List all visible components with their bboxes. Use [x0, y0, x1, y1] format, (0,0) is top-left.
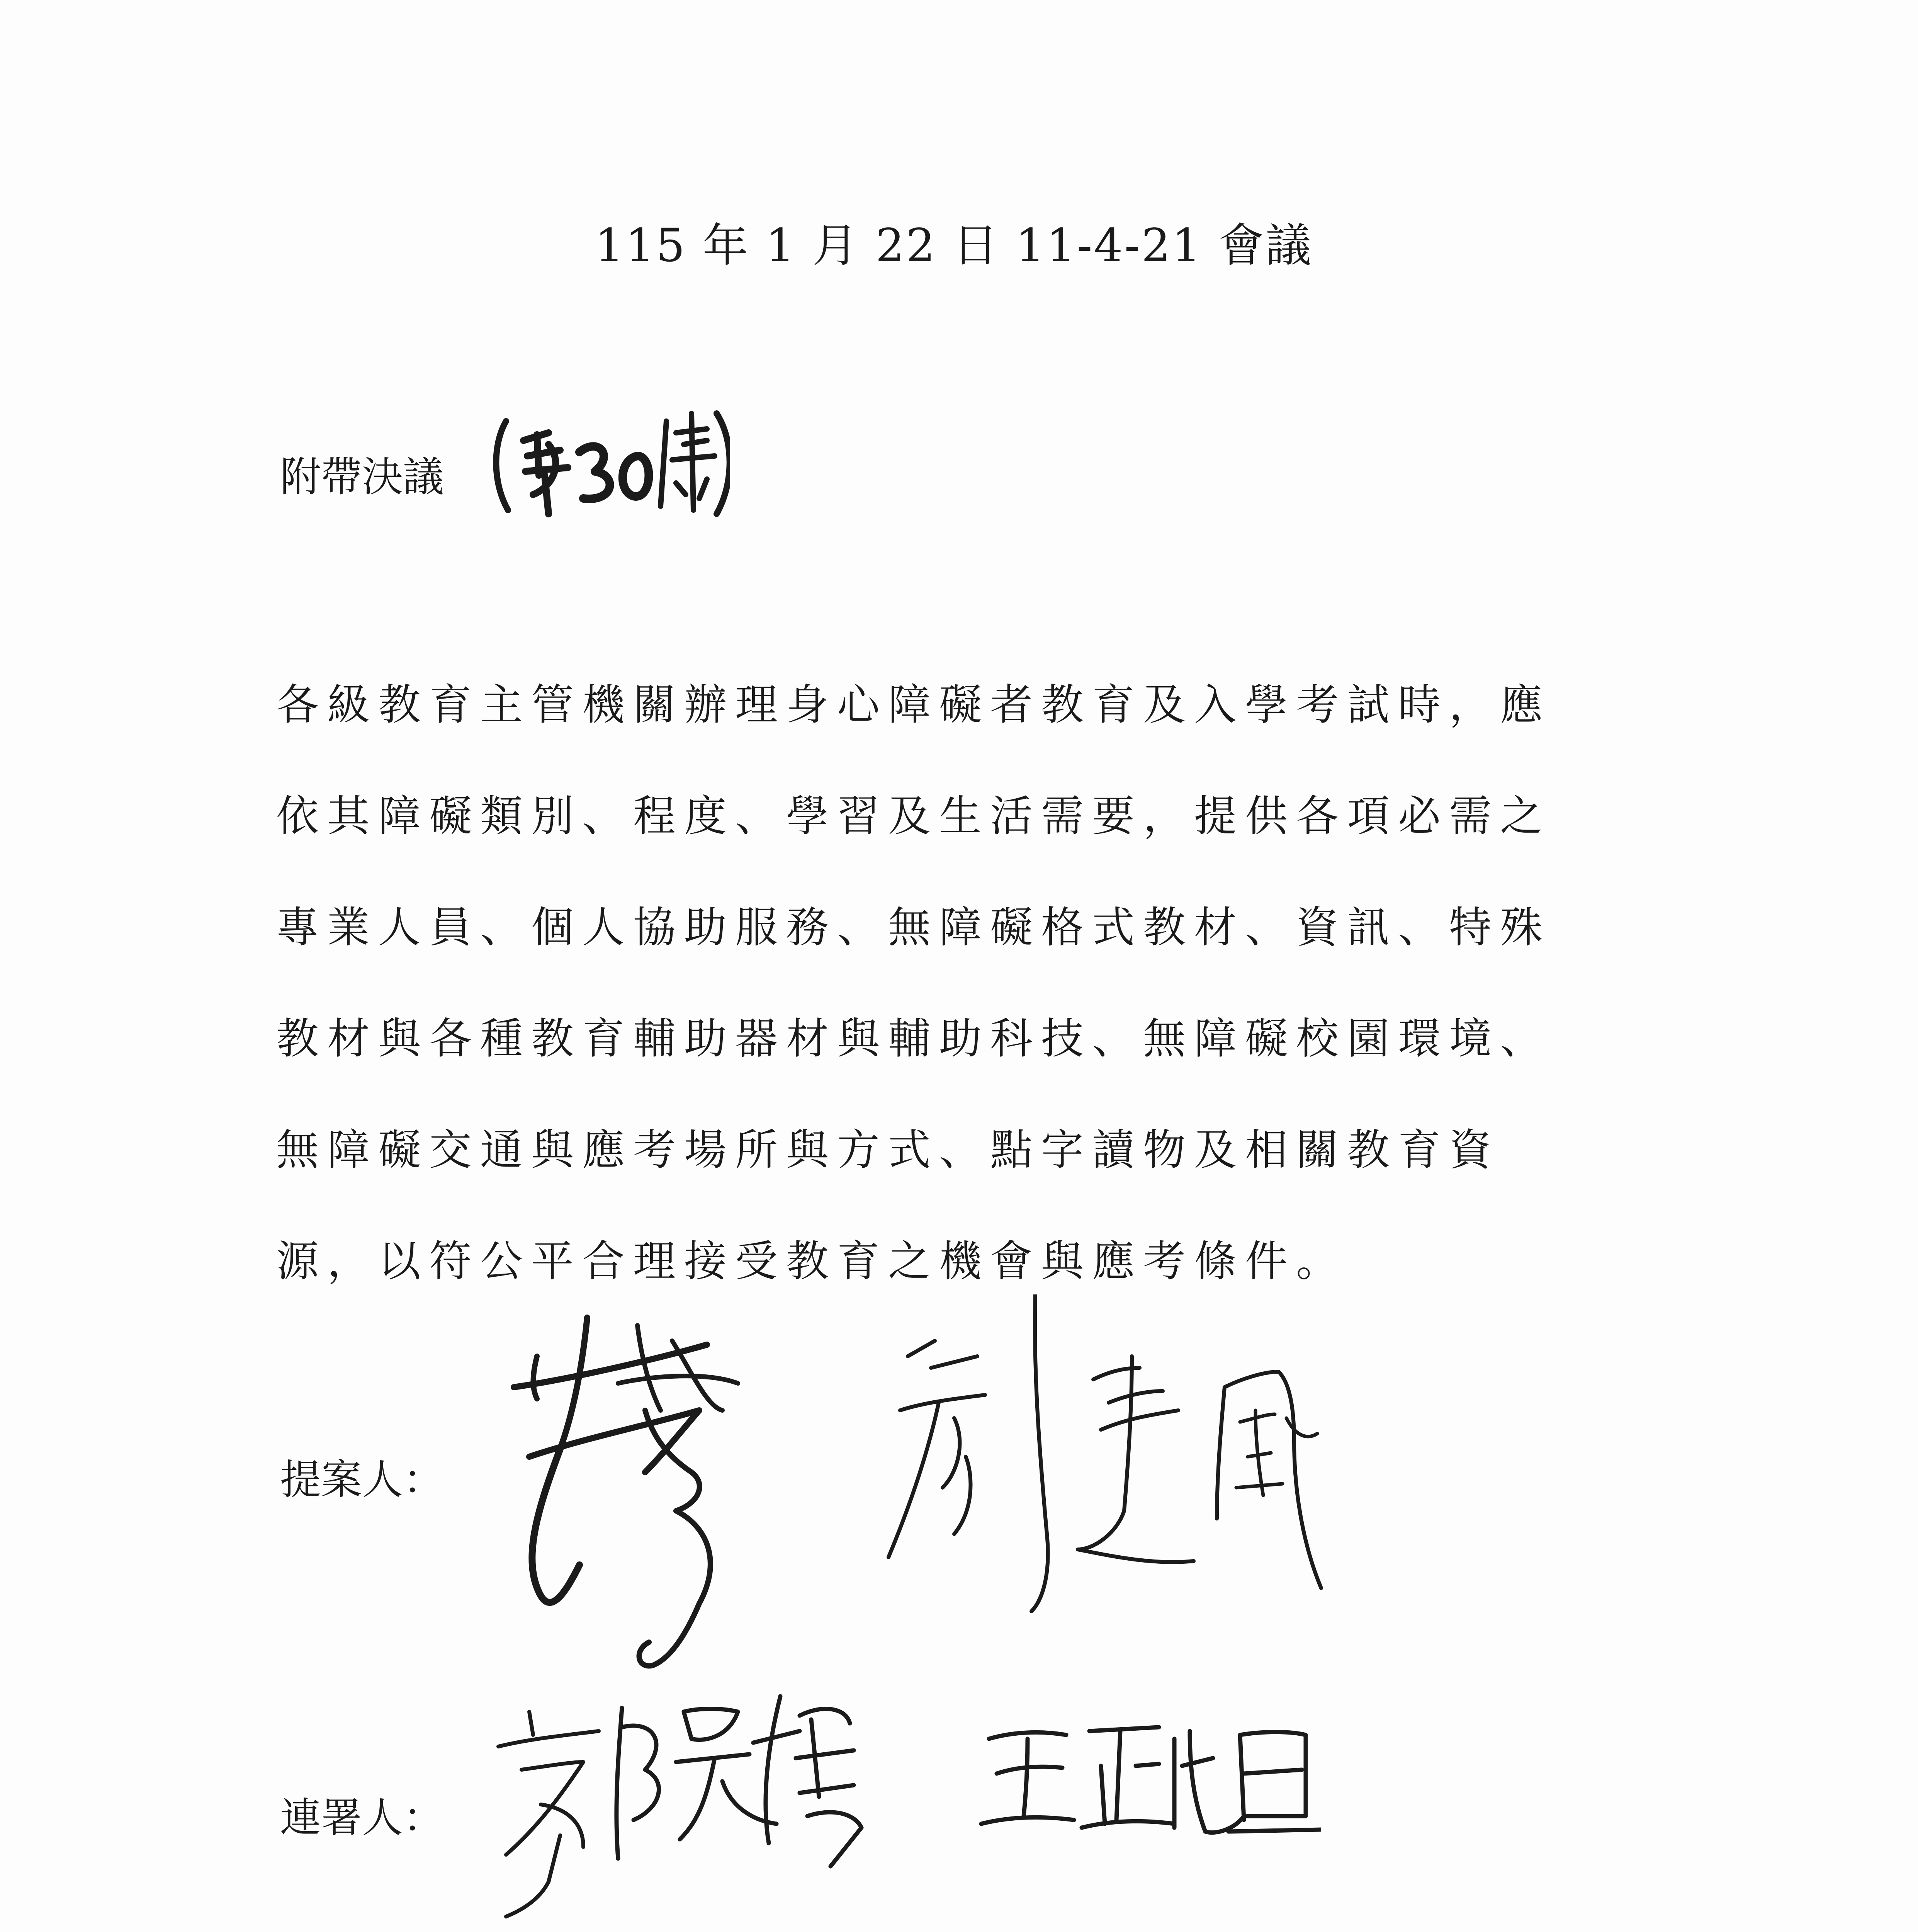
proposer-signature	[877, 1294, 1398, 1654]
body-line: 各級教育主管機關辦理身心障礙者教育及入學考試時，應	[276, 680, 1551, 730]
proposer-label: 提案人：	[280, 1456, 444, 1503]
body-line: 源，以符公平合理接受教育之機會與應考條件。	[276, 1236, 1347, 1286]
cosigner-label: 連署人：	[280, 1794, 444, 1842]
resolution-label: 附帶決議	[280, 453, 444, 501]
body-line: 無障礙交通與應考場所與方式、點字讀物及相關教育資	[276, 1125, 1500, 1175]
body-line: 依其障礙類別、程度、學習及生活需要，提供各項必需之	[276, 791, 1551, 841]
cosigner-signature	[973, 1700, 1321, 1843]
proposer-signature	[491, 1310, 769, 1673]
handwritten-article-note	[491, 398, 730, 526]
cosigner-signature	[483, 1681, 888, 1920]
body-line: 教材與各種教育輔助器材與輔助科技、無障礙校園環境、	[276, 1014, 1551, 1063]
resolution-body	[276, 649, 1566, 1317]
meeting-date-header: 115 年 1 月 22 日 11-4-21 會議	[595, 219, 1313, 272]
body-line: 專業人員、個人協助服務、無障礙格式教材、資訊、特殊	[276, 903, 1551, 952]
